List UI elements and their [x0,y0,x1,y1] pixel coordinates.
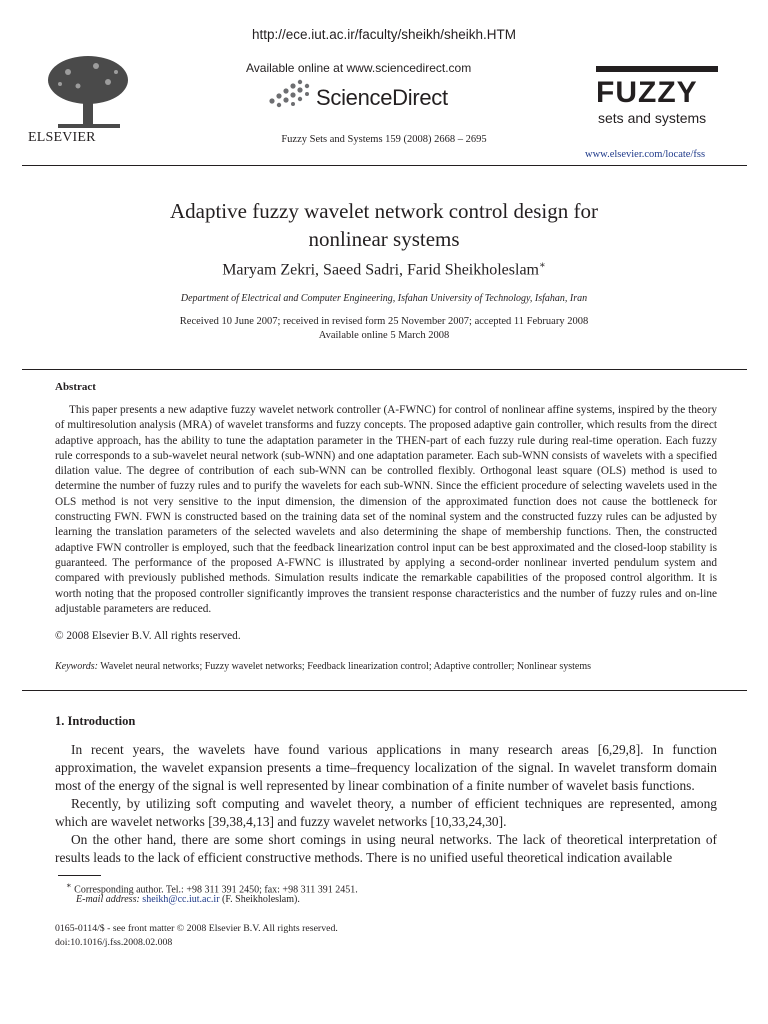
abstract-paragraph: This paper presents a new adaptive fuzzy wavelet network controller (A-FWNC) for control of nonlinear affine systems, inspired by the theory of multiresolution analysis (MRA) of wavelet transforms and fuzzy concepts. The proposed adaptive gain controller, which results from the direct adaptive approach, has the ability to tune the adaptation parameter in the THEN-part of each fuzzy rule during real-time operation. Each fuzzy rule corresponds to a sub-wavelet neural network (sub-WNN) and one adaptation parameter. Each sub-WNN consists of wavelets with a specified dilation value. The degree of contribution of each sub-WNN can be controlled flexibly. Orthogonal least square (OLS) method is used to determine the number of fuzzy rules and to purify the wavelets for each sub-WNN. Since the efficient procedure of selecting wavelets used in the OLS method is not very sensitive to the input dimension, the dimension of the approximated function does not cause the bottleneck for constructing FWN. FWN is constructed based on the training data set of the nominal system and the constructed fuzzy rules can be adjusted by learning the translation parameters of the selected wavelets and also determining the shape of membership functions. Then, the constructed adaptive FWN controller is employed, such that the feedback linearization control input can be best approximated and the closed-loop stability is guaranteed. The performance of the proposed A-FWNC is illustrated by applying a second-order nonlinear inverted pendulum system and compared with previously published methods. Simulation results indicate the remarkable capabilities of the proposed control algorithm. It is worth noting that the proposed controller significantly improves the transient response characteristics and the number of fuzzy rules and on-line adjustable parameters are reduced. [55,404,717,615]
keywords [55,661,591,672]
title-line-1: Adaptive fuzzy wavelet network control design for [169,199,599,223]
journal-logo-bar [596,66,718,72]
footnote-rule [58,875,101,876]
footnote-email [76,894,300,905]
available-online-text: Available online at www.sciencedirect.com [246,61,472,75]
journal-reference: Fuzzy Sets and Systems 159 (2008) 2668 – 2695 [281,134,487,145]
publisher-name: ELSEVIER [28,130,96,145]
abstract-heading: Abstract [55,381,96,393]
journal-url-link[interactable]: www.elsevier.com/locate/fss [585,149,706,160]
issn-line: 0165-0114/$ - see front matter © 2008 Elsevier B.V. All rights reserved. [55,923,338,934]
intro-paragraph-3: On the other hand, there are some short comings in using neural networks. The lack of theoretical interpretation of results leads to the lack of efficient constructive methods. There is no unified useful theoretical indication available [55,832,717,865]
front-matter [55,922,338,950]
keywords-list: Wavelet neural networks; Fuzzy wavelet networks; Feedback linearization control; Adaptive controller; Nonlinear systems [100,661,592,672]
article-dates [0,315,768,343]
journal-logo-sub: sets and systems [598,110,707,126]
title-line-2: nonlinear systems [308,227,460,251]
keywords-label: Keywords: [55,661,98,672]
affiliation: Department of Electrical and Computer Engineering, Isfahan University of Technology, Isfahan, Iran [180,293,588,304]
abstract-body [55,403,717,617]
authors-text: Maryam Zekri, Saeed Sadri, Farid Sheikholeslam [222,261,539,279]
article-title [0,197,768,253]
email-link[interactable]: sheikh@cc.iut.ac.ir [142,894,220,905]
elsevier-tree-logo-icon [38,52,138,132]
abstract-bottom-divider [22,690,747,691]
journal-logo-main: FUZZY [596,76,698,109]
received-dates: Received 10 June 2007; received in revised form 25 November 2007; accepted 11 February 2008 [179,316,589,327]
author-list [0,260,768,279]
email-owner: (F. Sheikholeslam). [222,894,300,905]
sciencedirect-wordmark: ScienceDirect [316,85,448,110]
email-label: E-mail address: [76,894,140,905]
footnote-contact: Corresponding author. Tel.: +98 311 391 2450; fax: +98 311 391 2451. [74,884,358,896]
sciencedirect-dots-icon [268,79,314,109]
header-divider [22,165,747,166]
author-footnote-mark[interactable]: ∗ [539,260,546,271]
abstract-top-divider [22,369,747,370]
introduction-body [55,741,717,867]
available-online-date: Available online 5 March 2008 [318,330,450,341]
abstract-copyright: © 2008 Elsevier B.V. All rights reserved. [55,630,241,642]
intro-paragraph-2: Recently, by utilizing soft computing and wavelet theory, a number of efficient techniques are represented, among which are wavelet networks [39,38,4,13] and fuzzy wavelet networks [10,33,24,30]. [55,796,717,829]
intro-paragraph-1: In recent years, the wavelets have found various applications in many research areas [6,29,8]. In function approximation, the wavelet expansion presents a time–frequency localization of the signal. In wavelet transform domain most of the energy of the signal is well represented by linear combination of a finite number of wavelet basis functions. [55,742,717,793]
source-url: http://ece.iut.ac.ir/faculty/sheikh/sheikh.HTM [251,27,517,42]
section-heading-introduction: 1. Introduction [55,714,136,728]
doi-line[interactable]: doi:10.1016/j.fss.2008.02.008 [55,937,173,948]
footnote-mark: ∗ [66,881,72,890]
